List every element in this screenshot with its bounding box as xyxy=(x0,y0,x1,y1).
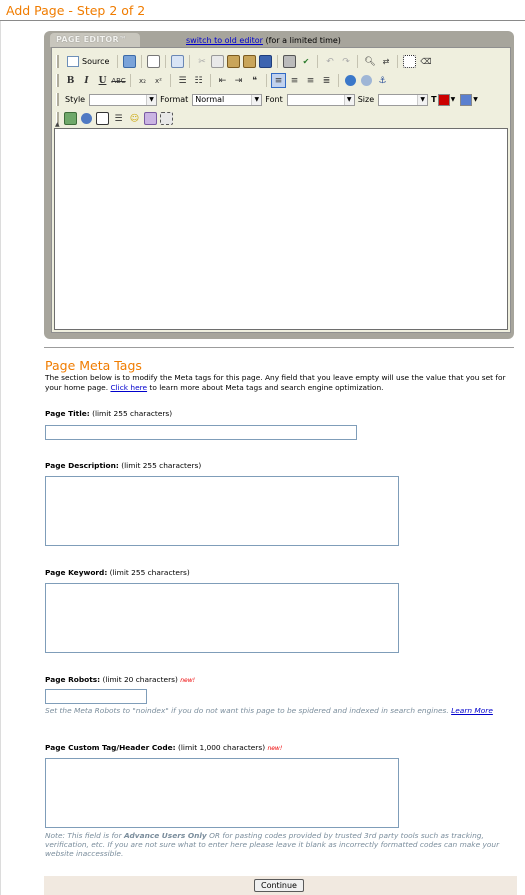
page-title: Add Page - Step 2 of 2 xyxy=(6,3,146,18)
custom-code-input[interactable] xyxy=(45,758,399,828)
editor-container xyxy=(51,47,511,333)
chevron-down-icon: ▼ xyxy=(344,95,354,105)
page-break-icon[interactable] xyxy=(159,111,174,126)
link-icon[interactable] xyxy=(343,73,358,88)
save-icon[interactable] xyxy=(122,54,137,69)
toolbar-grip xyxy=(56,55,59,68)
toolbar-separator xyxy=(165,55,166,68)
text-color-icon: T xyxy=(431,95,437,104)
page-keyword-label xyxy=(45,568,190,577)
old-editor-note xyxy=(186,36,341,45)
strikethrough-icon[interactable]: ABC xyxy=(111,76,126,85)
custom-code-label xyxy=(45,743,282,752)
editor-tab-label: PAGE EDITOR™ xyxy=(56,35,128,44)
page-title-label-text: Page Title: xyxy=(45,409,90,418)
paste-text-icon[interactable] xyxy=(242,54,257,69)
font-label: Font xyxy=(265,95,283,104)
source-icon xyxy=(67,56,79,67)
unlink-icon[interactable] xyxy=(359,73,374,88)
smiley-icon[interactable]: ☺ xyxy=(129,113,140,124)
page-description-input[interactable] xyxy=(45,476,399,546)
indent-icon[interactable]: ⇥ xyxy=(234,75,243,86)
meta-intro-tail: to learn more about Meta tags and search engine optimization. xyxy=(149,382,384,392)
spellcheck-icon[interactable]: ✔ xyxy=(302,57,310,66)
note-bold: Advance Users Only xyxy=(123,831,207,840)
chevron-down-icon: ▼ xyxy=(417,95,427,105)
new-badge: new! xyxy=(180,677,196,684)
continue-button[interactable]: Continue xyxy=(254,879,304,892)
redo-icon[interactable]: ↷ xyxy=(342,56,350,67)
toolbar-row-1 xyxy=(54,53,433,70)
toolbar-separator xyxy=(141,55,142,68)
chevron-down-icon: ▼ xyxy=(146,95,156,105)
page-description-label-text: Page Description: xyxy=(45,461,119,470)
print-icon[interactable] xyxy=(282,54,297,69)
page-robots-label xyxy=(45,675,195,684)
image-icon[interactable] xyxy=(63,111,78,126)
align-left-icon[interactable]: ≡ xyxy=(271,73,286,88)
size-select[interactable] xyxy=(378,94,428,106)
select-all-icon[interactable] xyxy=(402,54,417,69)
toolbar-separator xyxy=(266,74,267,87)
robots-learn-more-link[interactable]: Learn More xyxy=(451,706,493,715)
format-select[interactable] xyxy=(192,94,262,106)
outdent-icon[interactable]: ⇤ xyxy=(218,75,227,86)
anchor-icon[interactable]: ⚓︎ xyxy=(378,75,387,86)
meta-intro-text: The section below is to modify the Meta tags for this page. Any field that you leave empty will use the value that you set for your home page. xyxy=(45,373,506,392)
toolbar-row-2 xyxy=(54,72,390,89)
meta-intro xyxy=(45,373,517,393)
flash-icon[interactable] xyxy=(79,111,94,126)
align-center-icon[interactable]: ≡ xyxy=(290,75,299,86)
cut-icon[interactable]: ✂ xyxy=(198,56,206,67)
italic-icon[interactable]: I xyxy=(84,75,89,86)
toolbar-grip xyxy=(56,93,59,106)
templates-icon[interactable] xyxy=(170,54,185,69)
font-select[interactable] xyxy=(287,94,355,106)
toolbar-separator xyxy=(189,55,190,68)
table-icon[interactable] xyxy=(95,111,110,126)
align-justify-icon[interactable]: ≣ xyxy=(322,75,331,86)
toolbar-separator xyxy=(277,55,278,68)
page-robots-input[interactable] xyxy=(45,689,147,704)
chevron-down-icon: ▼ xyxy=(251,95,261,105)
superscript-icon[interactable]: x² xyxy=(155,76,162,85)
note-rest: OR for pasting codes provided by trusted 3rd party tools such as tracking, verification, etc. If you are not sure what to enter here please leave it blank as incorrectly formatted codes can make your website inaccessible. xyxy=(45,831,500,858)
custom-code-note xyxy=(45,831,515,858)
toolbar-separator xyxy=(357,55,358,68)
page-description-label xyxy=(45,461,201,470)
meta-tags-heading: Page Meta Tags xyxy=(45,358,142,373)
page-robots-limit: (limit 20 characters) xyxy=(102,675,178,684)
page-title-input[interactable] xyxy=(45,425,357,440)
toolbar-row-3 xyxy=(54,91,480,108)
bulleted-list-icon[interactable]: ☷ xyxy=(194,75,203,86)
collapse-toolbar-icon[interactable]: ▲ xyxy=(55,121,60,128)
paste-word-icon[interactable] xyxy=(258,54,273,69)
switch-old-editor-link[interactable]: switch to old editor xyxy=(186,36,263,45)
editor-content-area[interactable] xyxy=(54,128,508,330)
page-keyword-limit: (limit 255 characters) xyxy=(109,568,190,577)
find-icon[interactable]: 🔍︎ xyxy=(364,56,376,67)
source-button[interactable] xyxy=(63,53,113,70)
text-color-swatch xyxy=(438,94,450,106)
remove-format-icon[interactable]: ⌫ xyxy=(420,57,432,66)
robots-hint-text: Set the Meta Robots to "noindex" if you do not want this page to be spidered and indexed in search engines. xyxy=(45,706,449,715)
page-description-limit: (limit 255 characters) xyxy=(121,461,202,470)
toolbar-separator xyxy=(338,74,339,87)
toolbar-separator xyxy=(210,74,211,87)
page-robots-label-text: Page Robots: xyxy=(45,675,101,684)
special-char-icon[interactable] xyxy=(143,111,158,126)
chevron-down-icon: ▼ xyxy=(473,96,478,103)
format-value: Normal xyxy=(195,95,225,104)
page-keyword-input[interactable] xyxy=(45,583,399,653)
toolbar-row-4 xyxy=(54,110,174,127)
underline-icon[interactable]: U xyxy=(98,75,107,86)
page-title-limit: (limit 255 characters) xyxy=(92,409,173,418)
replace-icon[interactable]: ⇄ xyxy=(382,57,390,66)
subscript-icon[interactable]: x₂ xyxy=(139,76,146,85)
toolbar-separator xyxy=(130,74,131,87)
title-divider xyxy=(0,20,525,21)
horizontal-rule-icon[interactable]: ☰ xyxy=(114,113,123,124)
custom-code-label-text: Page Custom Tag/Header Code: xyxy=(45,743,176,752)
meta-learn-link[interactable]: Click here xyxy=(110,382,148,392)
style-label: Style xyxy=(65,95,86,104)
note-prefix: Note: This field is for xyxy=(45,831,122,840)
left-edge-line xyxy=(0,21,1,895)
blockquote-icon[interactable]: ❝ xyxy=(252,75,257,86)
text-color-button[interactable] xyxy=(429,93,457,107)
toolbar-separator xyxy=(317,55,318,68)
source-label: Source xyxy=(82,57,110,66)
numbered-list-icon[interactable]: ☰ xyxy=(178,75,187,86)
style-select[interactable] xyxy=(89,94,157,106)
copy-icon[interactable] xyxy=(210,54,225,69)
switch-note: (for a limited time) xyxy=(265,36,341,45)
bg-color-icon xyxy=(460,94,472,106)
format-label: Format xyxy=(160,95,189,104)
toolbar-separator xyxy=(170,74,171,87)
preview-icon[interactable] xyxy=(146,54,161,69)
editor-tab xyxy=(50,33,140,47)
size-label: Size xyxy=(357,95,375,104)
toolbar-separator xyxy=(117,55,118,68)
page-keyword-label-text: Page Keyword: xyxy=(45,568,108,577)
section-divider xyxy=(44,347,514,348)
align-right-icon[interactable]: ≡ xyxy=(306,75,315,86)
paste-icon[interactable] xyxy=(226,54,241,69)
chevron-down-icon: ▼ xyxy=(450,96,456,103)
new-badge: new! xyxy=(267,745,283,752)
robots-hint xyxy=(45,706,515,715)
bg-color-button[interactable] xyxy=(458,93,480,107)
bold-icon[interactable]: B xyxy=(66,75,75,86)
page-title-label xyxy=(45,409,172,418)
toolbar-grip xyxy=(56,74,59,87)
custom-code-limit: (limit 1,000 characters) xyxy=(177,743,266,752)
toolbar-separator xyxy=(397,55,398,68)
undo-icon[interactable]: ↶ xyxy=(326,56,334,67)
